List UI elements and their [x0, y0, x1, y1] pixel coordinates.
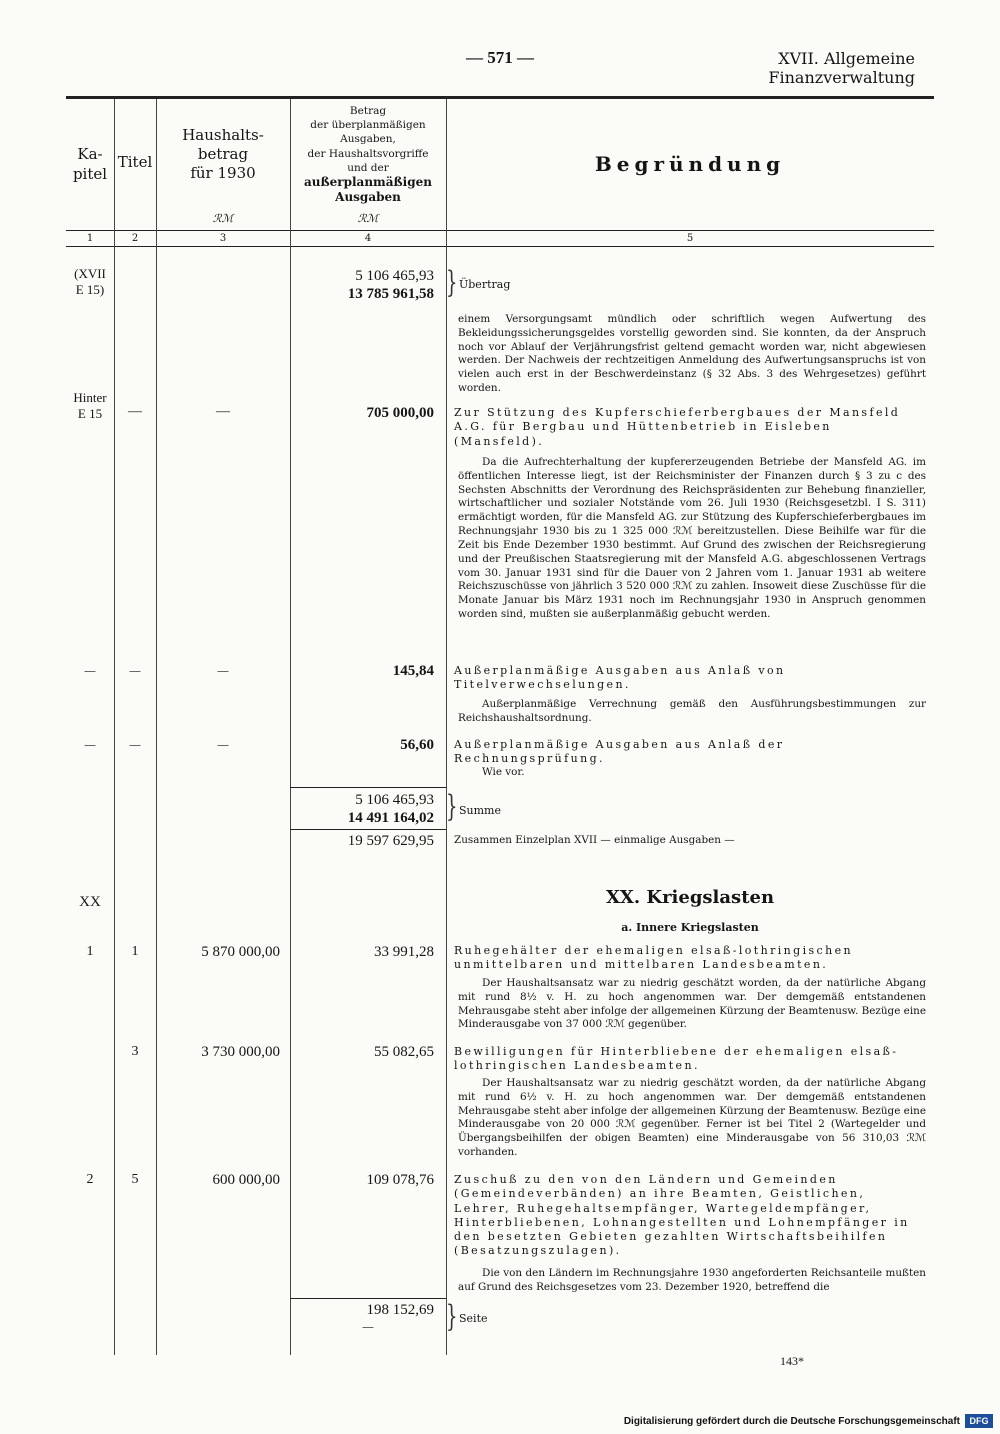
col-header-betrag [290, 104, 446, 205]
row-text: Außerplanmäßige Verrechnung gemäß den Ausführungsbestimmungen zur Reichshaushaltsordnung. [458, 698, 926, 724]
page-number: — 571 — [466, 48, 534, 67]
col-num: 4 [364, 233, 372, 244]
section-subheading: a. Innere Kriegslasten [621, 921, 759, 934]
betrag-line: Ausgaben, [340, 133, 396, 146]
sum-amount-bold: 14 491 164,02 [347, 810, 434, 826]
row-text: Die von den Ländern im Rechnungsjahre 1930 angeforderten Reichsanteile mußten auf Grund des Reichsgesetzes vom 23. Dezember 1920, betreffend die [458, 1267, 926, 1293]
total-amount: 19 597 629,95 [347, 833, 434, 849]
colnum-rule [66, 246, 934, 247]
col-num: 3 [219, 233, 227, 244]
row-kapitel: — [84, 664, 96, 678]
col-num: 1 [86, 233, 94, 244]
row-amount: 56,60 [400, 737, 434, 753]
row-kapitel: 1 [86, 944, 94, 959]
betrag-line: und der [347, 161, 389, 174]
row-heading: Außerplanmäßige Ausgaben aus Anlaß der Rechnungsprüfung. [454, 738, 785, 766]
row-heading: Ruhegehälter der ehemaligen elsaß-lothringischen unmittelbaren und mittelbaren Landesbeamten. [454, 944, 853, 972]
row-titel: 5 [131, 1172, 139, 1187]
brace-label: Summe [459, 804, 501, 817]
row-kapitel: 2 [86, 1172, 94, 1187]
row-amount: 145,84 [392, 663, 434, 679]
section-heading: XX. Kriegslasten [605, 887, 775, 908]
row-haushalt: — [216, 404, 230, 419]
row-haushalt: — [217, 664, 229, 678]
row-kapitel: Hinter E 15 [73, 390, 107, 421]
total-rule [290, 829, 446, 830]
total-text: Zusammen Einzelplan XVII — einmalige Ausgaben — [454, 834, 735, 846]
row-titel: 1 [131, 944, 139, 959]
col-header-haushalt: Haushalts- betrag für 1930 [182, 126, 264, 182]
header-rule [66, 230, 934, 231]
row-text: Da die Aufrechterhaltung der kupfererzeugenden Betriebe der Mansfeld AG. im öffentlichen Interesse liegt, ist der Reichsminister der Finanzen durch § 3 zu c des Sechsten Abschnitts der Verordnung des Reichspräsidenten zur Behebung finanzieller, wirtschaftlicher und sozialer Notstände vom 26. Juli 1930 (Reichsgesetzbl. I S. 311) ermächtigt worden, für die Mansfeld AG. zur Stützung des Kupferschieferbergbaues im Rechnungsjahr 1930 bis zu 1 325 000 ℛℳ bereitzustellen. Diese Beihilfe war für die Zeit bis Ende Dezember 1930 bestimmt. Auf Grund des zwischen der Reichsregierung und der Preußischen Staatsregierung mit der Mansfeld A.G. abgeschlossenen Vertrags vom 30. Januar 1931 sind für die Dauer von 2 Jahren vom 1. Januar 1931 ab weitere Reichszuschüsse von jährlich 3 520 000 ℛℳ zu zahlen. Insoweit diese Zuschüsse für die Monate Januar bis März 1931 noch im Rechnungsjahr 1930 in Anspruch genommen worden sind, mußten sie außerplanmäßig gebucht werden. [458, 456, 926, 621]
row-amount-bold: 13 785 961,58 [347, 286, 434, 302]
col-num: 5 [686, 233, 694, 244]
page-marker: 143* [780, 1354, 804, 1368]
row-text: Der Haushaltsansatz war zu niedrig geschätzt worden, da der natürliche Abgang mit rund 8½ v. H. zu hoch angenommen war. Der demgemäß entstandenen Mehrausgabe steht aber infolge der allgemeinen Kürzung der Beamtenusw. Bezüge eine Minderausgabe von 37 000 ℛℳ gegenüber. [458, 977, 926, 1031]
row-amount: 705 000,00 [366, 405, 434, 421]
brace-icon: } [446, 265, 458, 300]
col-header-betrag-unit: ℛℳ [357, 212, 379, 225]
col-header-titel: Titel [117, 153, 153, 171]
row-kapitel: XX [79, 894, 101, 910]
row-kapitel: — [84, 738, 96, 752]
row-amount: 33 991,28 [374, 944, 434, 960]
col-header-kapitel: Ka- pitel [72, 145, 108, 183]
row-titel: — [129, 738, 141, 752]
seite-amount: 198 152,69 [366, 1302, 434, 1318]
row-text: einem Versorgungsamt mündlich oder schriftlich wegen Aufwertung des Bekleidungssicherungsgeldes vorstellig geworden sind. Sie konnten, da der Anspruch noch vor Ablauf der Verjährungsfrist geltend gemacht worden war, nicht abgewiesen werden. Der Nachweis der rechtzeitigen Anmeldung des Aufwertungsanspruchs ist von vielen auch erst in der Beschwerdeinstanz (§ 32 Abs. 3 des Wehrgesetzes) geführt worden. [458, 313, 926, 395]
row-haushalt: 5 870 000,00 [201, 944, 280, 960]
row-titel: 3 [131, 1044, 139, 1059]
betrag-line: der Haushaltsvorgriffe [307, 147, 429, 160]
col-header-haushalt-unit: ℛℳ [212, 212, 234, 225]
row-heading: Außerplanmäßige Ausgaben aus Anlaß von Titelverwechselungen. [454, 664, 786, 692]
sum-rule [290, 787, 446, 788]
table-top-rule [66, 96, 934, 99]
col-divider-2 [156, 99, 157, 1355]
betrag-line: der überplanmäßigen [310, 119, 426, 132]
brace-label: Seite [459, 1312, 488, 1325]
row-heading: Zur Stützung des Kupferschieferbergbaues der Mansfeld A.G. für Bergbau und Hüttenbetrieb in Eisleben (Mansfeld). [454, 406, 901, 448]
row-text: Der Haushaltsansatz war zu niedrig geschätzt worden, da der natürliche Abgang mit rund 6½ v. H. zu hoch angenommen war. Der demgemäß entstandenen Mehrausgabe steht aber infolge der allgemeinen Kürzung der Beamtenusw. Bezüge eine Minderausgabe von 20 000 ℛℳ gegenüber. Ferner ist bei Titel 2 (Wartegelder und Übergangsbeihilfen der obigen Beamten) eine Minderausgabe von 56 310,03 ℛℳ vorhanden. [458, 1077, 926, 1159]
dfg-logo: DFG [965, 1414, 993, 1428]
row-titel: — [128, 404, 142, 419]
row-haushalt: — [217, 738, 229, 752]
row-amount: 5 106 465,93 [355, 268, 434, 284]
row-haushalt: 600 000,00 [212, 1172, 280, 1188]
brace-icon: } [446, 789, 458, 824]
col-divider-1 [114, 99, 115, 1355]
col-divider-3 [290, 99, 291, 1355]
row-titel: — [129, 664, 141, 678]
row-text: Wie vor. [482, 766, 525, 778]
row-heading: Bewilligungen für Hinterbliebene der ehemaligen elsaß-lothringischen Landesbeamten. [454, 1045, 899, 1073]
seite-dash: — [362, 1320, 374, 1334]
row-amount: 109 078,76 [366, 1172, 434, 1188]
brace-label: Übertrag [459, 278, 511, 291]
row-heading: Zuschuß zu den von den Ländern und Gemeinden (Gemeindeverbänden) an ihre Beamten, Geistlichen, Lehrer, Ruhegehaltsempfänger, Wartegeldempfänger, Hinterbliebenen, Lohnangestellten und Lohnempfänger in den besetzten Gebieten gezahlten Wirtschaftsbeihilfen (Besatzungszulagen). [454, 1173, 910, 1258]
row-kapitel: (XVII E 15) [74, 266, 106, 297]
betrag-line: Betrag [349, 105, 387, 117]
col-header-begruendung: Begründung [594, 152, 786, 176]
row-amount: 55 082,65 [374, 1044, 434, 1060]
seite-rule [290, 1298, 446, 1299]
section-title: XVII. Allgemeine Finanzverwaltung [768, 49, 915, 87]
col-num: 2 [131, 233, 139, 244]
digitization-credit: Digitalisierung gefördert durch die Deutsche Forschungsgemeinschaft [623, 1416, 960, 1427]
row-haushalt: 3 730 000,00 [201, 1044, 280, 1060]
brace-icon: } [446, 1299, 458, 1334]
sum-amount: 5 106 465,93 [355, 792, 434, 808]
betrag-bold: außerplanmäßigen Ausgaben [304, 174, 432, 204]
